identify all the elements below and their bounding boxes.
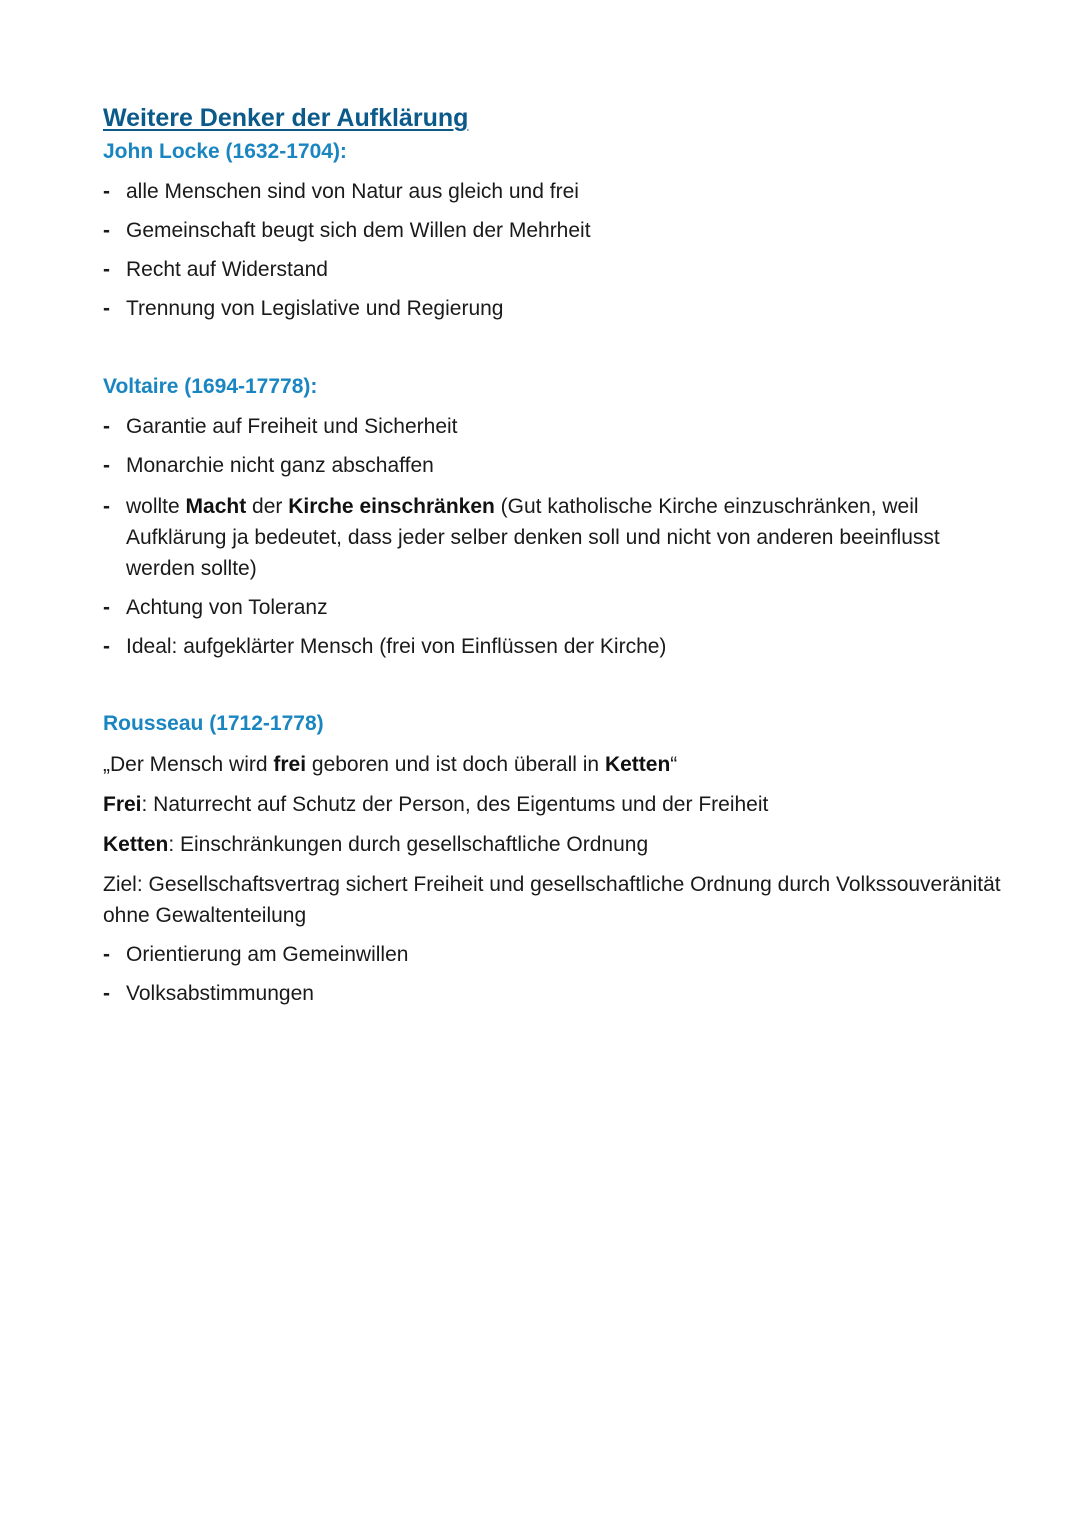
section-rousseau xyxy=(103,708,1003,1009)
list-item: - Ideal: aufgeklärter Mensch (frei von Einflüssen der Kirche) xyxy=(103,631,1003,662)
list-item: - Monarchie nicht ganz abschaffen xyxy=(103,450,1003,481)
list-item: - Gemeinschaft beugt sich dem Willen der Mehrheit xyxy=(103,215,1003,246)
list-item: - Trennung von Legislative und Regierung xyxy=(103,293,1003,324)
bold-term: Macht xyxy=(185,495,247,518)
document-page xyxy=(103,100,1003,1009)
list-item-church xyxy=(103,491,1003,584)
definition-frei xyxy=(103,789,1003,820)
voltaire-list xyxy=(103,411,1003,662)
bold-term: Ketten xyxy=(604,753,671,776)
definition-ketten xyxy=(103,829,1003,860)
section-heading-rousseau: Rousseau (1712-1778) xyxy=(103,712,324,735)
section-locke xyxy=(103,136,1003,324)
locke-list xyxy=(103,176,1003,324)
text-run: „Der Mensch wird xyxy=(103,753,274,776)
section-voltaire xyxy=(103,371,1003,662)
text-run: (Gut katholische Kirche einzuschränken, weil Aufklärung ja bedeutet, dass jeder selber denken soll und nicht von anderen beeinflusst werden sollte) xyxy=(126,495,940,580)
rousseau-list xyxy=(103,939,1003,1009)
list-item: - Volksabstimmungen xyxy=(103,978,1003,1009)
list-item: - Recht auf Widerstand xyxy=(103,254,1003,285)
definition-text: : Naturrecht auf Schutz der Person, des Eigentums und der Freiheit xyxy=(141,793,769,816)
section-heading-voltaire: Voltaire (1694-17778): xyxy=(103,375,318,398)
list-item: - Orientierung am Gemeinwillen xyxy=(103,939,1003,970)
rousseau-goal: Ziel: Gesellschaftsvertrag sichert Freiheit und gesellschaftliche Ordnung durch Volkssouveränität ohne Gewaltenteilung xyxy=(103,873,1001,927)
page-title: Weitere Denker der Aufklärung xyxy=(103,104,469,132)
text-run: wollte xyxy=(126,495,186,518)
list-item: - Garantie auf Freiheit und Sicherheit xyxy=(103,411,1003,442)
bold-term: Frei xyxy=(103,793,142,816)
bold-term: Ketten xyxy=(103,833,169,856)
bold-term: frei xyxy=(273,753,307,776)
list-item: - alle Menschen sind von Natur aus gleich und frei xyxy=(103,176,1003,207)
section-heading-locke: John Locke (1632-1704): xyxy=(103,140,347,163)
rousseau-quote xyxy=(103,749,1003,780)
definition-text: : Einschränkungen durch gesellschaftliche Ordnung xyxy=(168,833,649,856)
text-run: “ xyxy=(670,753,678,776)
bold-term: Kirche einschränken xyxy=(288,495,495,518)
list-item: - Achtung von Toleranz xyxy=(103,592,1003,623)
text-run: geboren und ist doch überall in xyxy=(306,753,605,776)
text-run: der xyxy=(246,495,289,518)
